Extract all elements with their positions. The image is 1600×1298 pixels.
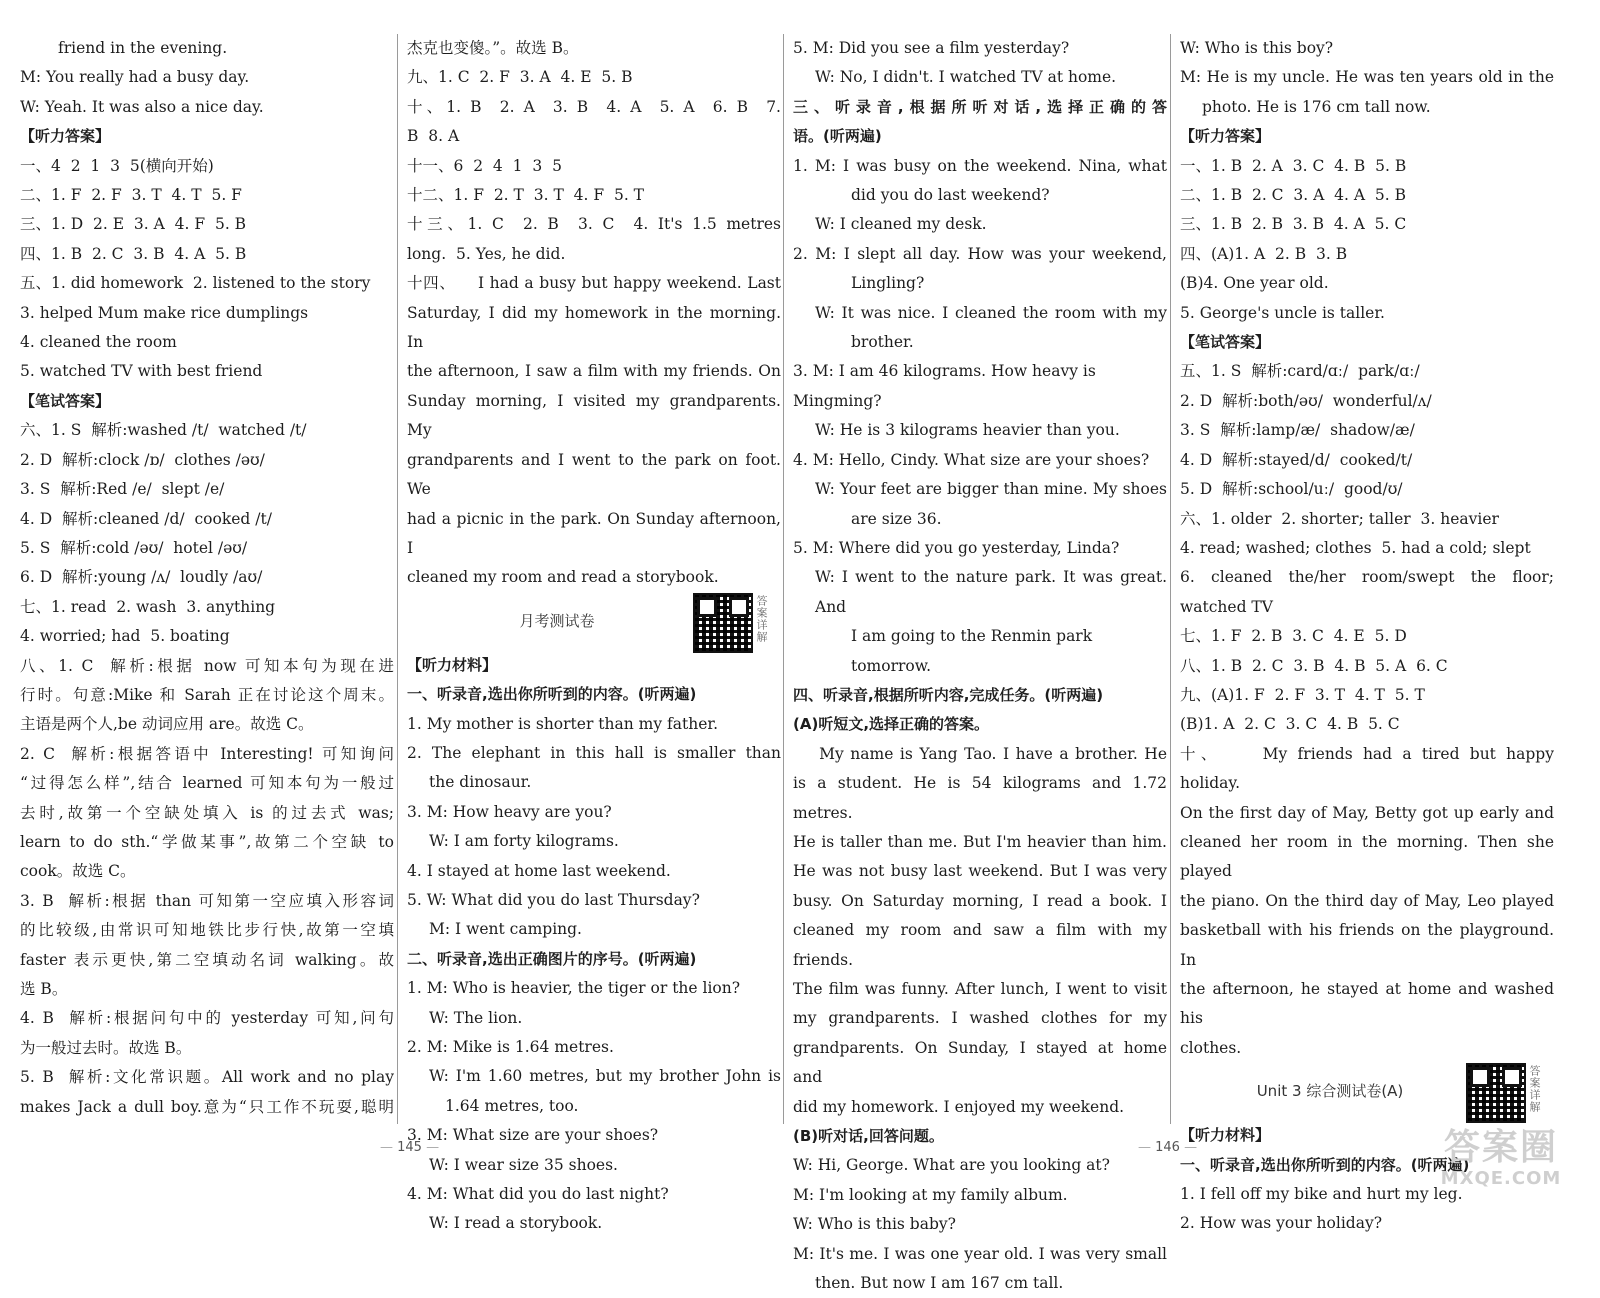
text-line: 杰克也变傻。”。故选 B。 bbox=[407, 39, 579, 57]
section-heading: 【听力材料】 bbox=[407, 655, 498, 674]
text-line: learn to do sth.“学做某事”,故第二个空缺 to bbox=[20, 832, 394, 851]
column-divider bbox=[783, 34, 784, 1124]
text-line: 三、1. B 2. B 3. B 4. A 5. C bbox=[1180, 215, 1407, 234]
section-heading: (A)听短文,选择正确的答案。 bbox=[793, 715, 990, 734]
text-line: He is taller than me. But I'm heavier than him. bbox=[793, 832, 1167, 851]
text-line: B 8. A bbox=[407, 127, 460, 146]
text-line: 八、1. C 解析:根据 now 可知本句为现在进 bbox=[20, 656, 394, 675]
text-line: 一、4 2 1 3 5(横向开始) bbox=[20, 156, 214, 175]
text-line: 3. M: How heavy are you? bbox=[407, 802, 612, 821]
text-line: 十三、1. C 2. B 3. C 4. It's 1.5 metres bbox=[407, 215, 781, 234]
text-line: did my homework. I enjoyed my weekend. bbox=[793, 1097, 1125, 1116]
text-line: 4. B 解析:根据问句中的 yesterday 可知,问句 bbox=[20, 1009, 394, 1028]
text-line: The film was funny. After lunch, I went to visit bbox=[793, 980, 1167, 998]
text-line: W: No, I didn't. I watched TV at home. bbox=[815, 68, 1117, 87]
text-line: 4. D 解析:cleaned /d/ cooked /t/ bbox=[20, 509, 272, 528]
section-heading: 二、听录音,选出正确图片的序号。(听两遍) bbox=[407, 949, 697, 968]
text-line: faster 表示更快,第二空填动名词 walking。故 bbox=[20, 950, 394, 969]
qr-label: 答案详解 bbox=[755, 594, 768, 643]
section-title-row bbox=[1180, 1063, 1554, 1121]
text-line: 4. M: Hello, Cindy. What size are your shoes? bbox=[793, 450, 1150, 469]
text-line: my grandparents. I washed clothes for my bbox=[793, 1009, 1167, 1028]
text-line: cleaned my room and saw a film with my friends. bbox=[793, 921, 1172, 969]
text-line: 五、1. S 解析:card/ɑː/ park/ɑː/ bbox=[1180, 362, 1420, 381]
text-line: 十、 My friends had a tired but happy holiday. bbox=[1180, 744, 1559, 793]
text-line: 十二、1. F 2. T 3. T 4. F 5. T bbox=[407, 186, 645, 205]
text-line: He was not busy last weekend. But I was very bbox=[793, 862, 1167, 881]
text-line: grandparents. On Sunday, I stayed at home and bbox=[793, 1038, 1172, 1087]
text-line: 2. M: Mike is 1.64 metres. bbox=[407, 1038, 614, 1056]
text-line: 十四、 I had a busy but happy weekend. Last bbox=[407, 274, 781, 293]
column-divider bbox=[397, 34, 398, 1124]
text-line: 1.64 metres, too. bbox=[445, 1096, 579, 1115]
section-heading: 【笔试答案】 bbox=[1180, 333, 1271, 352]
text-line: 2. How was your holiday? bbox=[1180, 1214, 1383, 1233]
section-title-row bbox=[407, 593, 781, 651]
text-line: 一、1. B 2. A 3. C 4. B 5. B bbox=[1180, 156, 1407, 175]
text-line: are size 36. bbox=[851, 509, 942, 528]
text-line: 2. C 解析:根据答语中 Interesting! 可知询问 bbox=[20, 744, 394, 763]
section-heading: 四、听录音,根据所听内容,完成任务。(听两遍) bbox=[793, 685, 1104, 704]
text-line: clothes. bbox=[1180, 1038, 1242, 1057]
text-line: “过得怎么样”,结合 learned 可知本句为一般过 bbox=[20, 774, 394, 793]
text-line: 为一般过去时。故选 B。 bbox=[20, 1038, 192, 1057]
text-line: 行时。句意:Mike 和 Sarah 正在讨论这个周末。 bbox=[20, 685, 394, 704]
section-heading: 【听力答案】 bbox=[20, 127, 111, 146]
column-divider bbox=[1170, 34, 1171, 1124]
text-line: W: Who is this baby? bbox=[793, 1215, 956, 1234]
section-heading: 一、听录音,选出你所听到的内容。(听两遍) bbox=[407, 685, 697, 704]
text-line: W: I went to the nature park. It was great. And bbox=[815, 568, 1172, 616]
watermark-text: 答案圈 bbox=[1443, 1127, 1558, 1168]
text-line: W: Who is this boy? bbox=[1180, 39, 1334, 57]
text-line: 十、1. B 2. A 3. B 4. A 5. A 6. B 7. bbox=[407, 97, 781, 116]
text-line: On the first day of May, Betty got up early and bbox=[1180, 803, 1554, 822]
text-line: cleaned my room and read a storybook. bbox=[407, 568, 719, 587]
text-line: 5. S 解析:cold /əʊ/ hotel /əʊ/ bbox=[20, 538, 248, 557]
text-line: W: I read a storybook. bbox=[429, 1214, 603, 1233]
text-line: 七、1. F 2. B 3. C 4. E 5. D bbox=[1180, 627, 1407, 646]
text-line: makes Jack a dull boy.意为“只工作不玩耍,聪明 bbox=[20, 1097, 394, 1116]
text-line: (B)1. A 2. C 3. C 4. B 5. C bbox=[1180, 715, 1400, 734]
text-line: 三、1. D 2. E 3. A 4. F 5. B bbox=[20, 215, 247, 234]
text-line: is a student. He is 54 kilograms and 1.72 metres. bbox=[793, 774, 1172, 822]
text-line: I am going to the Renmin park tomorrow. bbox=[851, 627, 1098, 675]
text-line: 二、1. F 2. F 3. T 4. T 5. F bbox=[20, 186, 242, 205]
text-line: 5. M: Where did you go yesterday, Linda? bbox=[793, 538, 1120, 557]
text-line: 二、1. B 2. C 3. A 4. A 5. B bbox=[1180, 186, 1407, 205]
section-heading: 语。(听两遍) bbox=[793, 127, 882, 146]
text-line: W: Yeah. It was also a nice day. bbox=[20, 97, 264, 116]
text-line: 2. D 解析:both/əʊ/ wonderful/ʌ/ bbox=[1180, 391, 1432, 410]
text-line: 的比较级,由常识可知地铁比步行快,故第一空填 bbox=[20, 921, 394, 940]
section-heading: 【听力答案】 bbox=[1180, 127, 1271, 146]
text-line: brother. bbox=[851, 333, 914, 352]
text-line: M: You really had a busy day. bbox=[20, 68, 250, 87]
text-line: 5. M: Did you see a film yesterday? bbox=[793, 39, 1070, 57]
section-heading: 【听力材料】 bbox=[1180, 1126, 1271, 1145]
text-line: had a picnic in the park. On Sunday afternoon, I bbox=[407, 509, 786, 557]
text-line: 4. worried; had 5. boating bbox=[20, 627, 230, 646]
text-line: 3. S 解析:Red /e/ slept /e/ bbox=[20, 480, 225, 499]
text-line: 2. The elephant in this hall is smaller than bbox=[407, 743, 781, 762]
text-line: 4. D 解析:stayed/d/ cooked/t/ bbox=[1180, 450, 1413, 469]
text-line: 六、1. S 解析:washed /t/ watched /t/ bbox=[20, 421, 307, 440]
text-line: friend in the evening. bbox=[58, 39, 228, 57]
qr-label: 答案详解 bbox=[1528, 1065, 1541, 1114]
text-line: 九、(A)1. F 2. F 3. T 4. T 5. T bbox=[1180, 685, 1425, 704]
text-line: 1. I fell off my bike and hurt my leg. bbox=[1180, 1185, 1463, 1204]
section-title: 月考测试卷 bbox=[519, 611, 595, 630]
page-number-left: — 145 — bbox=[380, 1140, 440, 1155]
text-line: 四、(A)1. A 2. B 3. B bbox=[1180, 244, 1348, 263]
section-heading: (B)听对话,回答问题。 bbox=[793, 1127, 944, 1146]
text-line: the afternoon, I saw a film with my friends. On bbox=[407, 362, 781, 381]
text-line: cleaned her room in the morning. Then she played bbox=[1180, 832, 1559, 881]
text-line: M: He is my uncle. He was ten years old in the bbox=[1180, 68, 1554, 87]
qr-code-icon bbox=[693, 593, 753, 653]
text-line: M: I'm looking at my family album. bbox=[793, 1185, 1068, 1204]
text-line: the piano. On the third day of May, Leo played bbox=[1180, 891, 1554, 910]
text-line: busy. On Saturday morning, I read a book. I bbox=[793, 891, 1167, 910]
text-line: W: I cleaned my desk. bbox=[815, 215, 987, 234]
text-line: 去时,故第一个空缺处填入 is 的过去式 was; bbox=[20, 803, 394, 822]
text-line: W: Your feet are bigger than mine. My shoes bbox=[815, 480, 1167, 499]
text-line: W: He is 3 kilograms heavier than you. bbox=[815, 421, 1120, 440]
text-line: W: Hi, George. What are you looking at? bbox=[793, 1156, 1110, 1175]
text-line: 选 B。 bbox=[20, 980, 68, 998]
text-line: 四、1. B 2. C 3. B 4. A 5. B bbox=[20, 244, 247, 263]
text-line: 六、1. older 2. shorter; taller 3. heavier bbox=[1180, 509, 1499, 528]
text-line: 3. M: What size are your shoes? bbox=[407, 1126, 659, 1145]
text-line: grandparents and I went to the park on foot. We bbox=[407, 450, 786, 499]
text-line: 2. M: I slept all day. How was your weekend, bbox=[793, 244, 1167, 263]
text-line: 五、1. did homework 2. listened to the story bbox=[20, 274, 371, 293]
text-line: 1. My mother is shorter than my father. bbox=[407, 714, 719, 733]
text-line: W: I wear size 35 shoes. bbox=[429, 1155, 618, 1174]
text-line: 5. George's uncle is taller. bbox=[1180, 303, 1385, 322]
text-line: 4. read; washed; clothes 5. had a cold; slept bbox=[1180, 538, 1531, 557]
text-line: M: It's me. I was one year old. I was very small bbox=[793, 1244, 1167, 1263]
text-line: 七、1. read 2. wash 3. anything bbox=[20, 597, 276, 616]
text-line: 2. D 解析:clock /ɒ/ clothes /əʊ/ bbox=[20, 450, 265, 469]
text-line: M: I went camping. bbox=[429, 920, 582, 939]
watermark-url: MXQE.COM bbox=[1440, 1168, 1562, 1189]
text-line: Lingling? bbox=[851, 274, 925, 293]
text-line: 3. M: I am 46 kilograms. How heavy is Mingming? bbox=[793, 362, 1101, 410]
qr-code-icon bbox=[1466, 1063, 1526, 1123]
watermark-logo bbox=[1426, 1128, 1576, 1198]
text-line: 4. M: What did you do last night? bbox=[407, 1185, 669, 1204]
text-line: watched TV bbox=[1180, 597, 1273, 616]
text-line: 3. helped Mum make rice dumplings bbox=[20, 303, 309, 322]
text-line: 1. M: I was busy on the weekend. Nina, what bbox=[793, 156, 1167, 175]
text-line: 3. S 解析:lamp/æ/ shadow/æ/ bbox=[1180, 421, 1415, 440]
text-line: W: The lion. bbox=[429, 1008, 523, 1027]
text-line: photo. He is 176 cm tall now. bbox=[1202, 97, 1431, 116]
section-heading: 【笔试答案】 bbox=[20, 391, 111, 410]
text-line: 主语是两个人,be 动词应用 are。故选 C。 bbox=[20, 715, 314, 734]
text-line: Saturday, I did my homework in the morning. In bbox=[407, 303, 786, 352]
section-heading: 一、听录音,选出你所听到的内容。(听两遍) bbox=[1180, 1155, 1470, 1174]
text-line: 1. M: Who is heavier, the tiger or the lion? bbox=[407, 979, 741, 998]
text-line: the afternoon, he stayed at home and washed his bbox=[1180, 980, 1559, 1028]
text-line: Sunday morning, I visited my grandparents. My bbox=[407, 391, 786, 440]
text-line: basketball with his friends on the playground. In bbox=[1180, 921, 1559, 969]
section-title: Unit 3 综合测试卷(A) bbox=[1256, 1082, 1404, 1101]
text-line: 4. I stayed at home last weekend. bbox=[407, 861, 671, 880]
column-1 bbox=[20, 34, 394, 1144]
page-number-right: — 146 — bbox=[1138, 1140, 1198, 1155]
text-line: long. 5. Yes, he did. bbox=[407, 244, 566, 263]
text-line: 4. cleaned the room bbox=[20, 333, 177, 352]
text-line: 5. B 解析:文化常识题。All work and no play bbox=[20, 1068, 394, 1087]
text-line: 5. D 解析:school/uː/ good/ʊ/ bbox=[1180, 480, 1403, 499]
text-line: then. But now I am 167 cm tall. bbox=[815, 1274, 1064, 1293]
text-line: W: I am forty kilograms. bbox=[429, 832, 619, 851]
text-line: 十一、6 2 4 1 3 5 bbox=[407, 156, 562, 175]
text-line: W: It was nice. I cleaned the room with my bbox=[815, 303, 1167, 322]
text-line: the dinosaur. bbox=[429, 773, 532, 792]
text-line: did you do last weekend? bbox=[851, 186, 1050, 205]
text-line: (B)4. One year old. bbox=[1180, 274, 1329, 293]
text-line: 九、1. C 2. F 3. A 4. E 5. B bbox=[407, 68, 633, 87]
section-heading: 三、听录音,根据所听对话,选择正确的答 bbox=[793, 97, 1167, 116]
text-line: W: I'm 1.60 metres, but my brother John is bbox=[429, 1067, 781, 1086]
text-line: 6. cleaned the/her room/swept the floor; bbox=[1180, 568, 1554, 587]
text-line: 八、1. B 2. C 3. B 4. B 5. A 6. C bbox=[1180, 656, 1448, 675]
text-line: My name is Yang Tao. I have a brother. He bbox=[793, 744, 1167, 763]
text-line: cook。故选 C。 bbox=[20, 862, 136, 881]
text-line: 5. W: What did you do last Thursday? bbox=[407, 890, 700, 909]
text-line: 3. B 解析:根据 than 可知第一空应填入形容词 bbox=[20, 891, 394, 910]
text-line: 5. watched TV with best friend bbox=[20, 362, 263, 381]
text-line: 6. D 解析:young /ʌ/ loudly /aʊ/ bbox=[20, 568, 263, 587]
